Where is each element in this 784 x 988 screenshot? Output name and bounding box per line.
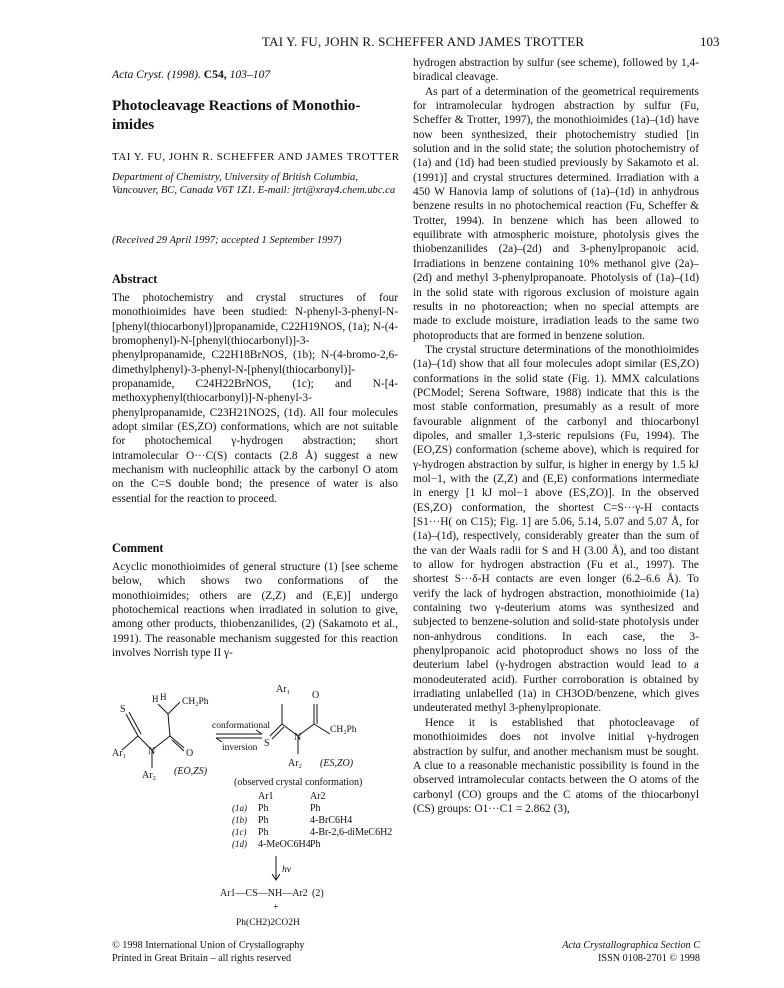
citation <box>112 68 270 81</box>
table-row-ar2: 4-Br-2,6-diMeC6H2 <box>310 827 393 838</box>
table-row-ar1: Ph <box>258 815 269 826</box>
table-row-id: (1d) <box>232 839 247 849</box>
comment-paragraph: Acyclic monothioimides of general structure (1) [see scheme below, which shows two conformations of the monothioimides; others are (Z,Z) and (E,E)] undergo photochemical reactions when irradiated in solution to give, among other products, thiobenzanilides, (2) (Sakamoto et al., 1991). The reasonable mechanism suggested for this reaction involves Norrish type II γ- <box>112 561 398 660</box>
table-row-ar2: Ph <box>310 803 321 814</box>
left-ar1: Ar₁ <box>112 748 127 759</box>
product-thiobenzanilide: Ar1—CS—NH—Ar2 <box>220 888 308 899</box>
left-sulfur: S <box>120 704 126 715</box>
paragraph: As part of a determination of the geometrical requirements for intramolecular hydrogen abstraction by sulfur (Fu, Scheffer & Trotter, 1997), the monothioimides (1a)–(1d) have now been synthesized, their photochemistry studied [in solution and in the solid state; the solution photochemistry of (1a) and (1d) had been studied previously by Sakamoto et al. (1991)] and crystal structures determined. Irradiation with a 450 W Hanovia lamp of solutions of (1a)–(1d) in anhydrous benzene results in no photochemical reaction (Fu, Scheffer & Trotter, 1994). In benzene which has been allowed to equilibrate with atmospheric moisture, photolysis gives the thiobenzanilides (2a)–(2d) and 3-phenylpropanoic acid. Irradiations in benzene containing 10% methanol give (2a)–(2d) and methyl 3-phenylpropanoate. Photolysis of (1a)–(1d) in the solid state with rigorous exclusion of moisture again results in no photoreaction; when no special attempts are made to exclude moisture, irradiation leads to the same two photoproducts that are formed in benzene solution. <box>413 85 699 342</box>
footer-left <box>112 940 305 965</box>
table-row-ar1: Ph <box>258 803 269 814</box>
left-h-label: H <box>152 694 159 704</box>
hv-label: hν <box>282 865 291 875</box>
product-acid: Ph(CH2)2CO2H <box>236 918 300 928</box>
citation-year: (1998). <box>167 68 201 81</box>
table-row-id: (1a) <box>232 803 247 813</box>
left-o: O <box>186 748 194 759</box>
citation-pages: 103–107 <box>229 68 271 81</box>
citation-journal: Acta Cryst. <box>112 68 165 81</box>
abstract-heading: Abstract <box>112 272 158 286</box>
paragraph: Hence it is established that photocleavage of monothioimides does not involve initial γ-hydrogen abstraction by sulfur, and another mechanism must be sought. A clue to a reasonable mechanistic possibility is found in the observed intramolecular contacts between the O atoms of the carbonyl (CO) groups and the C atoms of the thiocarbonyl (CS) groups: O1···C1 = 2.862 (3), <box>413 716 699 815</box>
copyright: © 1998 International Union of Crystallography <box>112 940 305 951</box>
left-h-label-2: H <box>160 692 167 702</box>
footer-right <box>560 940 700 965</box>
irradiation-arrow <box>272 856 280 880</box>
right-ch2ph: CH₂Ph <box>330 725 357 735</box>
journal-section: Acta Crystallographica Section C <box>562 940 700 951</box>
left-n: N <box>148 746 156 757</box>
right-n: N <box>294 732 302 743</box>
table-row-ar1: Ph <box>258 827 269 838</box>
received-dates: (Received 29 April 1997; accepted 1 September 1997) <box>112 235 342 246</box>
table-header-ar1: Ar1 <box>258 791 274 802</box>
table-row-ar1: 4-MeOC6H4 <box>258 839 311 850</box>
right-o: O <box>312 690 320 701</box>
reaction-scheme <box>112 662 398 932</box>
table-row-ar2: Ph <box>310 839 321 850</box>
table-header-ar2: Ar2 <box>310 791 326 802</box>
right-conformer-structure <box>270 704 330 754</box>
comment-text <box>112 560 398 660</box>
citation-volume: C54, <box>203 68 227 81</box>
equilibrium-arrows <box>216 730 262 742</box>
issn: ISSN 0108-2701 © 1998 <box>598 952 700 964</box>
paragraph: The crystal structure determinations of the monothioimides (1a)–(1d) show that all four molecules adopt similar (ES,ZO) conformations in the solid state (Fig. 1). MMX calculations (PCModel; Serena Software, 1988) indicate that this is the most stable conformation, presumably as a result of more favourable alignment of the carbonyl and thiocarbonyl dipoles, and smaller 1,3-steric repulsions (Fu, 1994). The (EO,ZS) conformation (scheme above), which is required for γ-hydrogen abstraction by sulfur, is higher in energy by 1.5 kJ mol−1, with the (Z,Z) and (E,E) conformations intermediate in energy [1 kJ mol−1 above (ES,ZO)]. In the observed (ES,ZO) conformation, the shortest C=S···γ-H contacts [S1···H( on C15); Fig. 1] are 5.06, 5.14, 5.07 and 5.07 Å, for (1a)–(1d), respectively, considerably greater than the sum of the van der Waals radii for S and H (3.00 Å), and too distant to allow for hydrogen abstraction (Fu et al., 1997). The shortest S···δ-H contacts are even longer (6.2–6.6 Å). To verify the lack of hydrogen abstraction, monothioimide (1a) containing two γ-deuterium atoms was synthesized and subjected to benzene-solution and solid-state photolysis under non-anhydrous conditions. In each case, the 3-phenylpropanoic acid photoproduct shows no loss of the deuterium label (γ-hydrogen abstraction would lead to a monodeuterated acid). Further corroboration is obtained by irradiating unlabelled (1a) in CH3OD/benzene, which gives undeuterated methyl 3-phenylpropionate. <box>413 343 699 715</box>
left-conformer-label: (EO,ZS) <box>174 766 208 777</box>
page-number: 103 <box>700 34 720 49</box>
abstract-text <box>112 291 398 506</box>
table-row-id: (1b) <box>232 815 247 825</box>
left-ch2ph: CH₂Ph <box>182 697 209 707</box>
comment-heading: Comment <box>112 541 164 555</box>
right-column-text <box>413 56 699 816</box>
right-sulfur: S <box>264 738 270 749</box>
left-conformer-structure <box>122 702 184 768</box>
product-2-label: (2) <box>312 888 324 899</box>
right-ar1: Ar₁ <box>276 684 291 695</box>
affiliation: Department of Chemistry, University of British Columbia, Vancouver, BC, Canada V6T 1Z1. E-mail: jtrt@xray4.chem.ubc.ca <box>112 172 396 197</box>
observed-conformation-label: (observed crystal conformation) <box>234 777 363 788</box>
right-ar2: Ar₂ <box>288 758 303 769</box>
abstract-paragraph: The photochemistry and crystal structures of four monothioimides have been studied: N-phenyl-3-phenyl-N-[phenyl(thiocarbonyl)]propanamide, C22H19NOS, (1a); N-(4-bromophenyl)-N-[phenyl(thiocarbonyl)]-3-phenylpropanamide, C22H18BrNOS, (1b); N-(4-bromo-2,6-dimethylphenyl)-3-phenyl-N-[phenyl(thiocarbonyl)]-propanamide, C24H22BrNOS, (1c); and N-[4-methoxyphenyl(thiocarbonyl)]-N-phenyl-3-phenylpropanamide, C23H21NO2S, (1d). All four molecules adopt similar (ES,ZO) conformations, which are not suitable for photochemical γ-hydrogen abstraction; short intramolecular O···C(S) contacts (2.8 Å) suggest a new mechanism with nucleophilic attack by the carbonyl O atom on the C=S double bond; the presence of water is also essential for the reaction to proceed. <box>112 292 398 505</box>
table-row-id: (1c) <box>232 827 247 837</box>
authors: TAI Y. FU, JOHN R. SCHEFFER AND JAMES TROTTER <box>112 151 400 163</box>
label-conformational: conformational <box>212 721 271 731</box>
printed-note: Printed in Great Britain – all rights reserved <box>112 952 292 964</box>
article-title: Photocleavage Reactions of Monothio-imides <box>112 97 361 133</box>
plus-sign: + <box>273 902 279 913</box>
table-row-ar2: 4-BrC6H4 <box>310 815 353 826</box>
running-head: TAI Y. FU, JOHN R. SCHEFFER AND JAMES TROTTER <box>262 34 585 49</box>
left-ar2: Ar₂ <box>142 770 157 781</box>
label-inversion: inversion <box>222 743 258 753</box>
paragraph: hydrogen abstraction by sulfur (see scheme), followed by 1,4-biradical cleavage. <box>413 57 699 84</box>
right-conformer-label: (ES,ZO) <box>320 758 354 769</box>
